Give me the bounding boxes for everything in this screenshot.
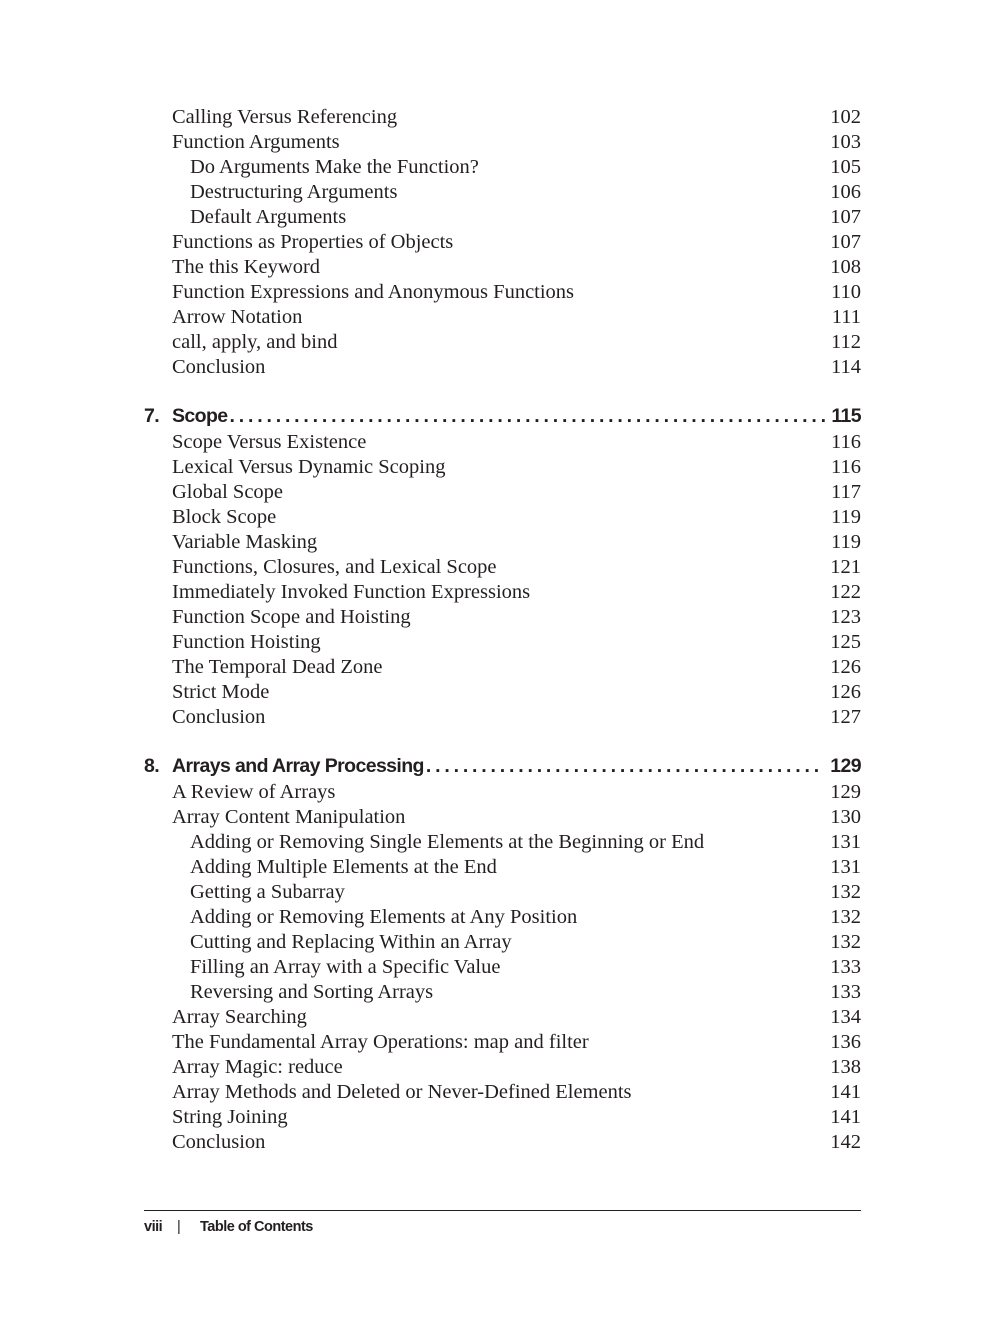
toc-entry-page-number: 132 bbox=[830, 906, 861, 928]
toc-entry-title: The Temporal Dead Zone bbox=[172, 656, 383, 678]
toc-entry-page-number: 106 bbox=[830, 181, 861, 203]
toc-subsection-entry[interactable] bbox=[0, 980, 1005, 1005]
toc-section-entry[interactable] bbox=[0, 680, 1005, 705]
toc-section-entry[interactable] bbox=[0, 1030, 1005, 1055]
toc-section-entry[interactable] bbox=[0, 455, 1005, 480]
toc-entry-title: Conclusion bbox=[172, 356, 266, 378]
toc-entry-page-number: 141 bbox=[830, 1106, 861, 1128]
footer-running-title: Table of Contents bbox=[200, 1219, 313, 1235]
toc-section-entry[interactable] bbox=[0, 355, 1005, 380]
chapter-leader-line bbox=[172, 402, 861, 430]
dot-leader bbox=[426, 752, 824, 780]
toc-entry-title: Immediately Invoked Function Expressions bbox=[172, 581, 531, 603]
toc-entry-page-number: 105 bbox=[830, 156, 861, 178]
toc-entry-page-number: 125 bbox=[830, 631, 861, 653]
toc-entry-title: Lexical Versus Dynamic Scoping bbox=[172, 456, 446, 478]
toc-section-entry[interactable] bbox=[0, 1055, 1005, 1080]
toc-section-entry[interactable] bbox=[0, 580, 1005, 605]
toc-subsection-entry[interactable] bbox=[0, 955, 1005, 980]
toc-entry-title: Default Arguments bbox=[190, 206, 347, 228]
toc-entry-page-number: 132 bbox=[830, 881, 861, 903]
toc-entry-title: Arrow Notation bbox=[172, 306, 303, 328]
toc-entry-title: Reversing and Sorting Arrays bbox=[190, 981, 434, 1003]
toc-entry-page-number: 119 bbox=[831, 506, 861, 528]
toc-entry-title: Cutting and Replacing Within an Array bbox=[190, 931, 512, 953]
toc-entry-title: Variable Masking bbox=[172, 531, 318, 553]
toc-entry-title: The this Keyword bbox=[172, 256, 321, 278]
toc-entry-page-number: 110 bbox=[831, 281, 861, 303]
toc-entry-title: String Joining bbox=[172, 1106, 288, 1128]
toc-section-entry[interactable] bbox=[0, 805, 1005, 830]
toc-section-entry[interactable] bbox=[0, 430, 1005, 455]
table-of-contents bbox=[0, 105, 1005, 1155]
toc-entry-title: A Review of Arrays bbox=[172, 781, 336, 803]
toc-entry-page-number: 131 bbox=[830, 831, 861, 853]
toc-section-entry[interactable] bbox=[0, 480, 1005, 505]
toc-entry-page-number: 133 bbox=[830, 956, 861, 978]
toc-entry-title: Getting a Subarray bbox=[190, 881, 345, 903]
toc-section-entry[interactable] bbox=[0, 330, 1005, 355]
toc-subsection-entry[interactable] bbox=[0, 855, 1005, 880]
toc-section-entry[interactable] bbox=[0, 1080, 1005, 1105]
toc-entry-title: Block Scope bbox=[172, 506, 277, 528]
toc-entry-page-number: 141 bbox=[830, 1081, 861, 1103]
toc-entry-page-number: 127 bbox=[830, 706, 861, 728]
toc-entry-title: Functions as Properties of Objects bbox=[172, 231, 454, 253]
toc-entry-page-number: 132 bbox=[830, 931, 861, 953]
toc-entry-title: Functions, Closures, and Lexical Scope bbox=[172, 556, 497, 578]
toc-section-entry[interactable] bbox=[0, 255, 1005, 280]
toc-entry-title: Function Scope and Hoisting bbox=[172, 606, 411, 628]
toc-entry-title: Function Expressions and Anonymous Functions bbox=[172, 281, 575, 303]
toc-section-entry[interactable] bbox=[0, 105, 1005, 130]
dot-leader bbox=[230, 402, 826, 430]
toc-section-entry[interactable] bbox=[0, 1105, 1005, 1130]
toc-entry-page-number: 138 bbox=[830, 1056, 861, 1078]
toc-section-entry[interactable] bbox=[0, 130, 1005, 155]
toc-entry-title: Strict Mode bbox=[172, 681, 270, 703]
chapter-number: 8. bbox=[144, 755, 160, 777]
toc-entry-title: Destructuring Arguments bbox=[190, 181, 398, 203]
toc-subsection-entry[interactable] bbox=[0, 830, 1005, 855]
toc-entry-page-number: 130 bbox=[830, 806, 861, 828]
chapter-page-number: 129 bbox=[830, 755, 861, 777]
toc-entry-page-number: 117 bbox=[831, 481, 861, 503]
toc-entry-page-number: 126 bbox=[830, 656, 861, 678]
toc-entry-page-number: 116 bbox=[831, 456, 861, 478]
toc-entry-page-number: 122 bbox=[830, 581, 861, 603]
toc-entry-page-number: 136 bbox=[830, 1031, 861, 1053]
toc-entry-page-number: 133 bbox=[830, 981, 861, 1003]
toc-subsection-entry[interactable] bbox=[0, 905, 1005, 930]
toc-entry-page-number: 114 bbox=[831, 356, 861, 378]
toc-entry-title: Global Scope bbox=[172, 481, 284, 503]
toc-section-entry[interactable] bbox=[0, 655, 1005, 680]
toc-subsection-entry[interactable] bbox=[0, 180, 1005, 205]
toc-entry-page-number: 131 bbox=[830, 856, 861, 878]
toc-entry-title: Conclusion bbox=[172, 706, 266, 728]
toc-entry-page-number: 126 bbox=[830, 681, 861, 703]
toc-entry-title: Adding or Removing Single Elements at the Beginning or End bbox=[190, 831, 705, 853]
toc-chapter-heading[interactable] bbox=[0, 402, 1005, 430]
toc-entry-page-number: 111 bbox=[831, 306, 861, 328]
toc-entry-page-number: 142 bbox=[830, 1131, 861, 1153]
toc-section-entry[interactable] bbox=[0, 780, 1005, 805]
toc-section-entry[interactable] bbox=[0, 530, 1005, 555]
chapter-leader-line bbox=[172, 752, 861, 780]
footer-separator: | bbox=[177, 1219, 181, 1235]
toc-entry-page-number: 102 bbox=[830, 106, 861, 128]
toc-entry-title: Function Arguments bbox=[172, 131, 340, 153]
toc-chapter-heading[interactable] bbox=[0, 752, 1005, 780]
chapter-page-number: 115 bbox=[831, 405, 861, 427]
toc-section-entry[interactable] bbox=[0, 305, 1005, 330]
footer-page-number: viii bbox=[144, 1219, 163, 1235]
chapter-number: 7. bbox=[144, 405, 160, 427]
toc-entry-title: Array Content Manipulation bbox=[172, 806, 406, 828]
toc-entry-title: Function Hoisting bbox=[172, 631, 321, 653]
toc-section-entry[interactable] bbox=[0, 705, 1005, 730]
toc-entry-page-number: 134 bbox=[830, 1006, 861, 1028]
chapter-title: Scope bbox=[172, 405, 228, 427]
toc-entry-title: Array Magic: reduce bbox=[172, 1056, 343, 1078]
toc-entry-title: Filling an Array with a Specific Value bbox=[190, 956, 501, 978]
toc-entry-page-number: 103 bbox=[830, 131, 861, 153]
toc-section-entry[interactable] bbox=[0, 1130, 1005, 1155]
toc-entry-page-number: 123 bbox=[830, 606, 861, 628]
toc-entry-page-number: 112 bbox=[831, 331, 861, 353]
toc-entry-page-number: 116 bbox=[831, 431, 861, 453]
toc-entry-title: Scope Versus Existence bbox=[172, 431, 367, 453]
chapter-title: Arrays and Array Processing bbox=[172, 755, 424, 777]
toc-section-entry[interactable] bbox=[0, 230, 1005, 255]
toc-entry-title: Do Arguments Make the Function? bbox=[190, 156, 479, 178]
toc-subsection-entry[interactable] bbox=[0, 880, 1005, 905]
toc-entry-page-number: 121 bbox=[830, 556, 861, 578]
toc-entry-title: Array Methods and Deleted or Never-Defined Elements bbox=[172, 1081, 632, 1103]
toc-entry-title: The Fundamental Array Operations: map and filter bbox=[172, 1031, 589, 1053]
toc-section-entry[interactable] bbox=[0, 555, 1005, 580]
toc-section-entry[interactable] bbox=[0, 505, 1005, 530]
toc-entry-page-number: 119 bbox=[831, 531, 861, 553]
toc-section-entry[interactable] bbox=[0, 1005, 1005, 1030]
toc-section-entry[interactable] bbox=[0, 280, 1005, 305]
toc-entry-title: Array Searching bbox=[172, 1006, 307, 1028]
toc-entry-title: Calling Versus Referencing bbox=[172, 106, 398, 128]
toc-entry-title: Adding Multiple Elements at the End bbox=[190, 856, 497, 878]
toc-entry-title: Conclusion bbox=[172, 1131, 266, 1153]
toc-subsection-entry[interactable] bbox=[0, 930, 1005, 955]
footer-rule bbox=[144, 1210, 861, 1211]
toc-entry-page-number: 107 bbox=[830, 206, 861, 228]
toc-entry-title: Adding or Removing Elements at Any Position bbox=[190, 906, 578, 928]
toc-entry-page-number: 129 bbox=[830, 781, 861, 803]
toc-entry-title: call, apply, and bind bbox=[172, 331, 338, 353]
toc-entry-page-number: 107 bbox=[830, 231, 861, 253]
toc-section-entry[interactable] bbox=[0, 605, 1005, 630]
toc-section-entry[interactable] bbox=[0, 630, 1005, 655]
toc-subsection-entry[interactable] bbox=[0, 205, 1005, 230]
toc-entry-page-number: 108 bbox=[830, 256, 861, 278]
toc-subsection-entry[interactable] bbox=[0, 155, 1005, 180]
